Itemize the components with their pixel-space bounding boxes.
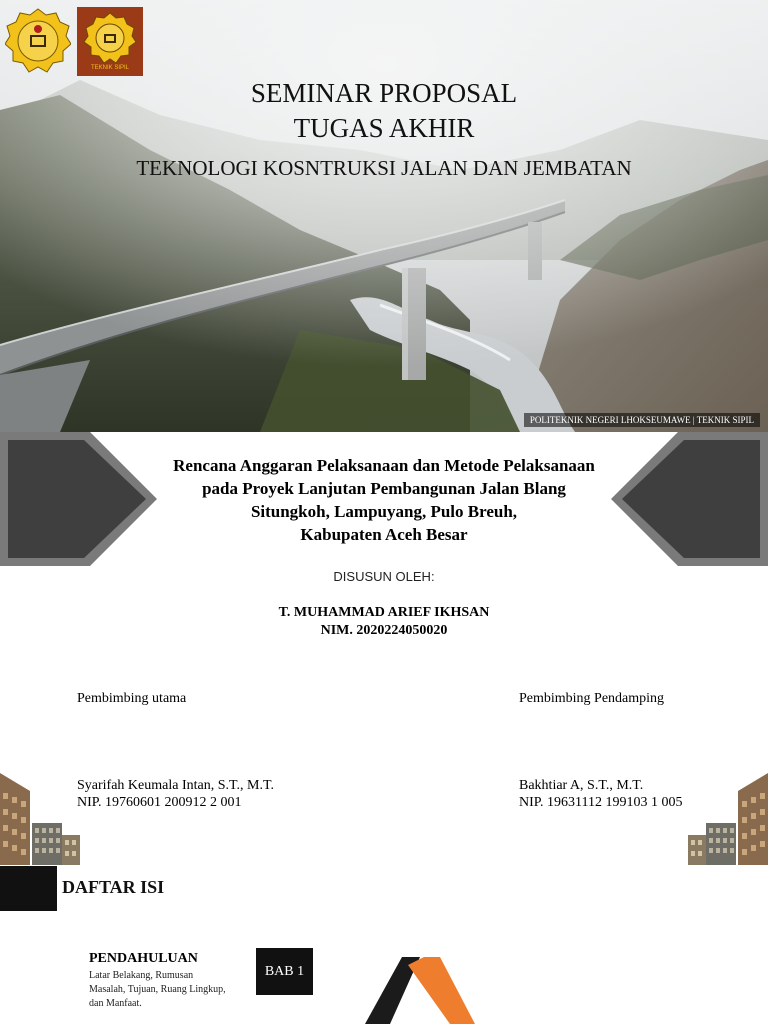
authored-by-label: DISUSUN OLEH: xyxy=(333,569,435,584)
main-supervisor-label: Pembimbing utama xyxy=(77,691,187,706)
toc-item-desc-line-2: Masalah, Tujuan, Ruang Lingkup, xyxy=(89,984,226,995)
second-supervisor-label: Pembimbing Pendamping xyxy=(519,691,665,706)
civil-engineering-logo xyxy=(77,7,143,76)
subtitle: TEKNOLOGI KOSNTRUKSI JALAN DAN JEMBATAN xyxy=(136,156,632,180)
institution-tag: POLITEKNIK NEGERI LHOKSEUMAWE | TEKNIK SIPIL xyxy=(524,413,760,427)
toc-heading-block xyxy=(0,866,57,911)
logo-caption: TEKNIK SIPIL xyxy=(90,65,129,71)
title-line-2: TUGAS AKHIR xyxy=(293,113,475,143)
thesis-title-line-2: pada Proyek Lanjutan Pembangunan Jalan Blang xyxy=(202,479,566,498)
hero-photo xyxy=(0,0,768,432)
toc-item-description xyxy=(89,969,226,1011)
main-supervisor-name: Syarifah Keumala Intan, S.T., M.T. xyxy=(77,778,274,793)
thesis-title-line-3: Situngkoh, Lampuyang, Pulo Breuh, xyxy=(250,502,518,521)
toc-item-desc-line-1: Latar Belakang, Rumusan xyxy=(89,970,194,981)
buildings-illustration-left xyxy=(0,773,82,865)
polytechnic-logo xyxy=(5,7,71,75)
author-nim: NIM. 2020224050020 xyxy=(320,623,448,638)
second-supervisor-name: Bakhtiar A, S.T., M.T. xyxy=(519,778,644,793)
toc-item-title: PENDAHULUAN xyxy=(89,951,198,966)
thesis-title-line-1: Rencana Anggaran Pelaksanaan dan Metode Pelaksanaan xyxy=(173,456,595,475)
title-line-1: SEMINAR PROPOSAL xyxy=(250,78,518,108)
buildings-illustration-right xyxy=(688,773,768,865)
thesis-title xyxy=(0,454,768,546)
orange-black-logo-mark xyxy=(360,955,480,1024)
thesis-title-line-4: Kabupaten Aceh Besar xyxy=(300,525,468,544)
author-name: T. MUHAMMAD ARIEF IKHSAN xyxy=(278,605,490,620)
toc-heading: DAFTAR ISI xyxy=(62,877,165,897)
second-supervisor-nip: NIP. 19631112 199103 1 005 xyxy=(519,795,683,810)
toc-item-desc-line-3: dan Manfaat. xyxy=(89,998,142,1009)
toc-item-badge[interactable]: BAB 1 xyxy=(256,948,313,995)
main-supervisor-nip: NIP. 19760601 200912 2 001 xyxy=(77,795,242,810)
